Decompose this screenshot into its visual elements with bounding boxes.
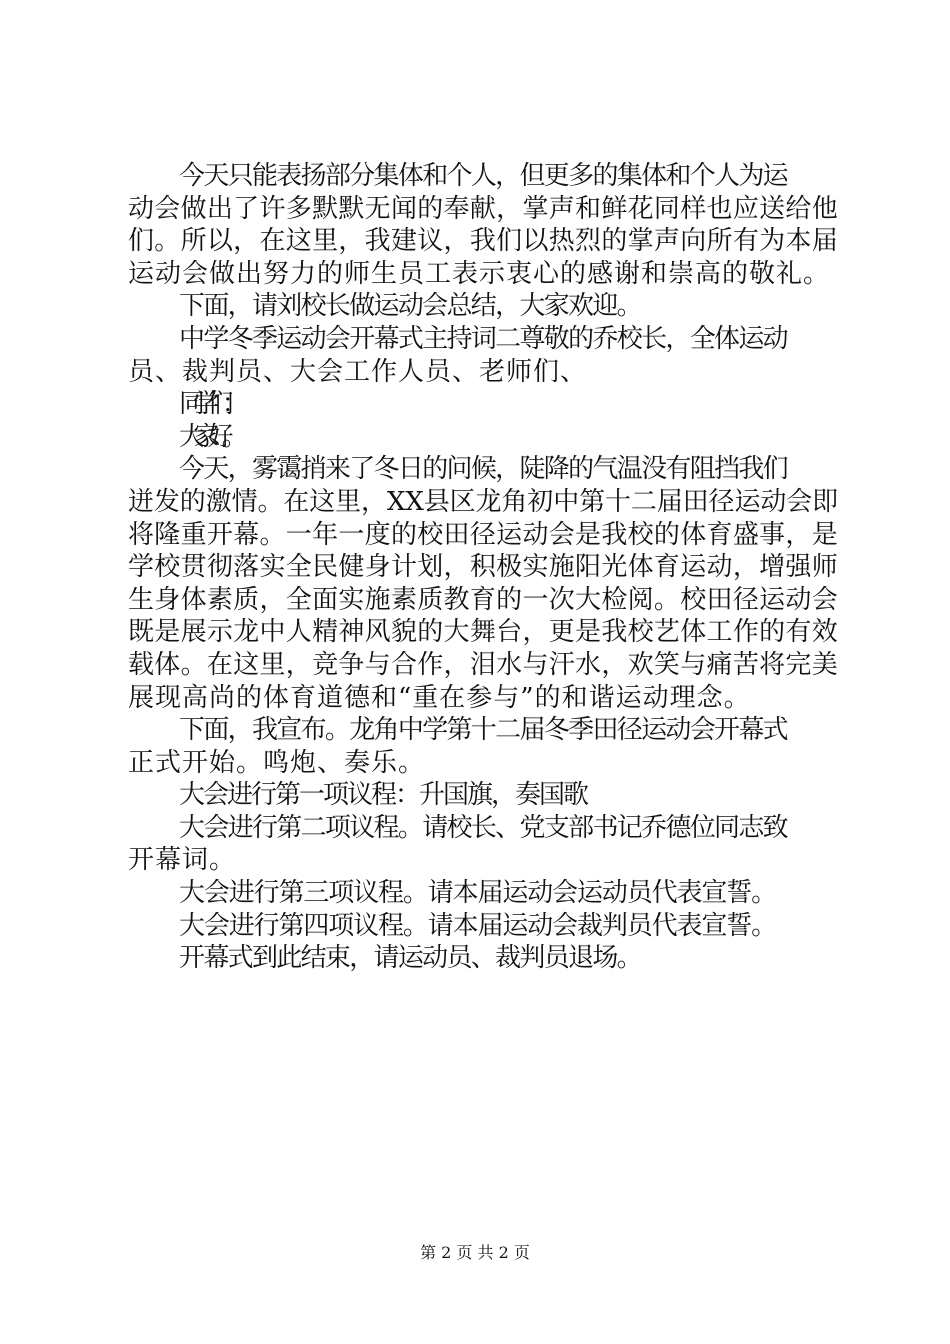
- text-line: 既是展示龙中人精神风貌的大舞台，更是我校艺体工作的有效: [128, 617, 839, 648]
- text-line: 大家好。: [179, 421, 237, 452]
- text-line: 大会进行第二项议程。请校长、党支部书记乔德位同志致: [179, 812, 788, 843]
- text-line: 大会进行第四项议程。请本届运动会裁判员代表宣誓。: [179, 910, 777, 941]
- text-line: 大会进行第一项议程：升国旗，奏国歌: [179, 780, 588, 811]
- text-line: 同学们：: [179, 389, 237, 420]
- text-line: 学校贯彻落实全民健身计划，积极实施阳光体育运动，增强师: [128, 552, 839, 583]
- text-line: 运动会做出努力的师生员工表示衷心的感谢和崇高的敬礼。: [128, 258, 831, 289]
- text-line: 员、裁判员、大会工作人员、老师们、: [128, 356, 588, 387]
- text-line: 中学冬季运动会开幕式主持词二尊敬的乔校长，全体运动: [179, 323, 788, 354]
- text-line: 将隆重开幕。一年一度的校田径运动会是我校的体育盛事，是: [128, 519, 839, 550]
- text-line: 大会进行第三项议程。请本届运动会运动员代表宣誓。: [179, 878, 777, 909]
- text-line: 今天只能表扬部分集体和个人，但更多的集体和个人为运: [179, 161, 788, 191]
- text-line: 今天，雾霭捎来了冬日的问候，陡降的气温没有阻挡我们: [179, 454, 788, 485]
- text-line: 生身体素质，全面实施素质教育的一次大检阅。校田径运动会: [128, 584, 839, 615]
- document-body: [128, 160, 838, 975]
- text-line: 动会做出了许多默默无闻的奉献，掌声和鲜花同样也应送给他: [128, 193, 839, 224]
- text-line: 正式开始。鸣炮、奏乐。: [128, 747, 426, 778]
- text-line: 下面，我宣布。龙角中学第十二届冬季田径运动会开幕式: [179, 715, 788, 746]
- text-line: 载体。在这里，竞争与合作，泪水与汗水，欢笑与痛苦将完美: [128, 649, 839, 680]
- text-line: 开幕式到此结束，请运动员、裁判员退场。: [179, 943, 642, 974]
- text-line: 开幕词。: [128, 845, 237, 876]
- text-line: 下面，请刘校长做运动会总结，大家欢迎。: [179, 291, 642, 322]
- text-line: 迸发的激情。在这里，XX县区龙角初中第十二届田径运动会即: [128, 486, 839, 517]
- page-footer: 第 2 页 共 2 页: [420, 1243, 530, 1262]
- text-line: 展现高尚的体育道德和“重在参与”的和谐运动理念。: [128, 682, 751, 713]
- text-line: 们。所以，在这里，我建议，我们以热烈的掌声向所有为本届: [128, 226, 839, 257]
